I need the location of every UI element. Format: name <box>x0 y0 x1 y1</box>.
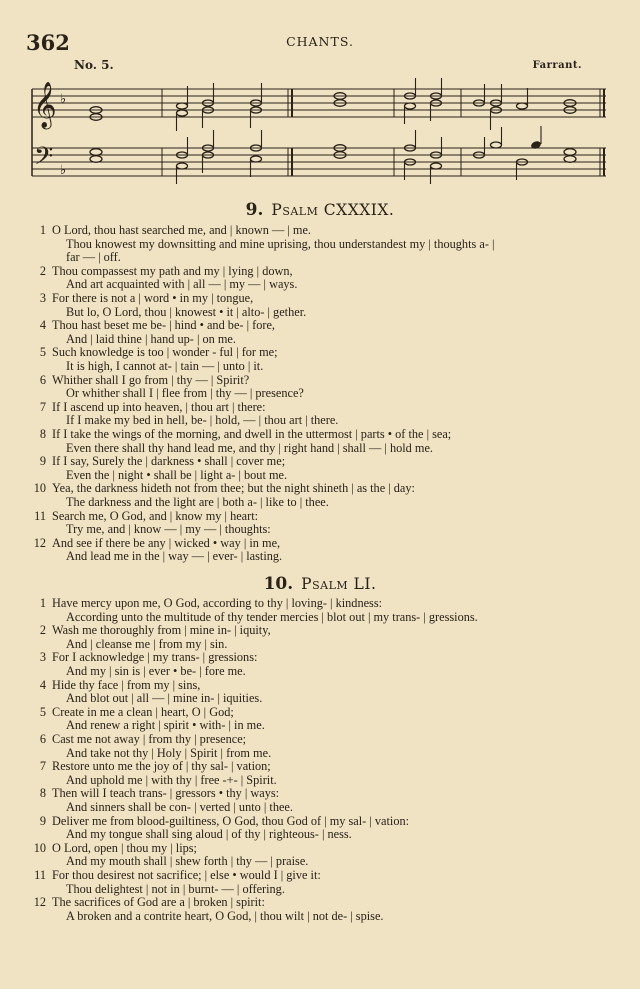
psalm-number: 10. <box>263 574 294 594</box>
verse-number: 8 <box>39 786 46 801</box>
psalm-title: Psalm LI. <box>301 575 377 593</box>
music-score <box>24 76 616 194</box>
verse-text: For thou desirest not sacrifice; | else • would I | give it: <box>52 868 321 882</box>
chant-number: No. 5. <box>74 58 114 72</box>
verse-text: And my | sin is | ever • be- | fore me. <box>66 664 246 678</box>
verse-number: 5 <box>39 704 46 719</box>
verse-text: Thou knowest my downsitting and mine uprising, thou understandest my | thoughts a- | <box>66 236 495 251</box>
verse-text: And uphold me | with thy | free -+- | Spirit. <box>66 772 277 787</box>
verse-text: For I acknowledge | my trans- | gressions: <box>52 650 258 665</box>
verse-text: Wash me thoroughly from | mine in- | iquity, <box>52 623 271 638</box>
verse-text: Yea, the darkness hideth not from thee; but the night shineth | as the | day: <box>52 481 415 496</box>
verse-number: 8 <box>39 427 46 441</box>
verse-text: And renew a right | spirit • with- | in me. <box>66 718 265 733</box>
verse-text: If I ascend up into heaven, | thou art | there: <box>52 399 266 414</box>
flat-sign-icon: ♭ <box>60 163 67 178</box>
verse-number: 11 <box>34 868 46 882</box>
composer: Farrant. <box>532 60 582 71</box>
psalm-title: Psalm CXXXIX. <box>271 201 395 219</box>
bass-staff-lines <box>32 148 606 176</box>
verse-number: 9 <box>39 813 46 828</box>
verse-text: It is high, I cannot at- | tain — | unto | it. <box>66 359 264 373</box>
verse-number: 7 <box>39 759 46 774</box>
verse-number: 2 <box>39 263 46 278</box>
verse-text: And see if there be any | wicked • way | in me, <box>52 535 281 550</box>
verse-text: And | cleanse me | from my | sin. <box>66 636 228 651</box>
psalm-heading <box>0 200 640 220</box>
verse-text: If I take the wings of the morning, and dwell in the uttermost | parts • of the | sea; <box>52 427 452 441</box>
verse-number: 7 <box>39 399 46 414</box>
verse-number: 3 <box>39 291 46 305</box>
verse-number: 9 <box>39 454 46 469</box>
verse-text: And my mouth shall | shew forth | thy — | praise. <box>66 854 309 869</box>
verse-text: Search me, O God, and | know my | heart: <box>52 508 259 523</box>
bar-lines <box>32 89 604 176</box>
verse-text: O Lord, thou hast searched me, and | known — | me. <box>52 223 311 237</box>
verse-number: 12 <box>33 535 46 550</box>
verse-text: Cast me not away | from thy | presence; <box>52 732 247 746</box>
verse-text: Even there shall thy hand lead me, and thy | right hand | shall — | hold me. <box>66 440 433 455</box>
verse-text: But lo, O Lord, thou | knowest • it | alto- | gether. <box>66 304 307 319</box>
verse-text: Try me, and | know — | my — | thoughts: <box>66 522 271 537</box>
verse-text: If I say, Surely the | darkness • shall | cover me; <box>52 454 286 469</box>
verse-text: And art acquainted with | all — | my — | ways. <box>66 277 298 292</box>
verse-text: Even the | night • shall be | light a- | bout me. <box>66 467 288 482</box>
verse-text: The sacrifices of God are a | broken | spirit: <box>52 895 265 910</box>
flat-sign-icon: ♭ <box>60 92 67 107</box>
verse-text: Or whither shall I | flee from | thy — | presence? <box>66 386 304 401</box>
verse-text: Then will I teach trans- | gressors • thy | ways: <box>52 786 280 801</box>
note-stems <box>177 78 528 184</box>
bass-clef-icon: 𝄢 <box>34 142 54 177</box>
verse-number: 10 <box>33 840 46 855</box>
verse-text: A broken and a contrite heart, O God, | thou wilt | not de- | spise. <box>66 908 384 923</box>
verse-text: Thou delightest | not in | burnt- — | offering. <box>66 881 285 896</box>
verse-text: Create in me a clean | heart, O | God; <box>52 704 234 719</box>
running-head: CHANTS. <box>286 34 354 49</box>
verse-text: Hide thy face | from my | sins, <box>52 677 201 692</box>
verse-text: And | laid thine | hand up- | on me. <box>66 331 236 346</box>
verse-number: 4 <box>39 318 46 333</box>
verse-number: 6 <box>39 732 46 746</box>
verse-text: For there is not a | word • in my | tongue, <box>52 291 254 305</box>
verse-number: 3 <box>39 650 46 665</box>
verse-text: If I make my bed in hell, be- | hold, — | thou art | there. <box>66 413 339 428</box>
verse-text: Thou compassest my path and my | lying | down, <box>52 263 293 278</box>
verse-text: And take not thy | Holy | Spirit | from me. <box>66 745 272 760</box>
verse-text: Deliver me from blood-guiltiness, O God, thou God of | my sal- | vation: <box>52 813 410 828</box>
verse-number: 12 <box>33 895 46 910</box>
verse-number: 2 <box>39 623 46 638</box>
treble-notes <box>90 93 576 121</box>
verse-number: 6 <box>39 372 46 387</box>
verse-text: Such knowledge is too | wonder - ful | for me; <box>52 345 278 360</box>
verse-text: Have mercy upon me, O God, according to thy | loving- | kindness: <box>52 596 383 610</box>
page-number: 362 <box>26 30 70 55</box>
verse-text: And my tongue shall sing aloud | of thy | righteous- | ness. <box>66 827 352 842</box>
verse-text: And lead me in the | way — | ever- | lasting. <box>66 549 283 564</box>
verse-text: According unto the multitude of thy tender mercies | blot out | my trans- | gressions. <box>66 609 478 624</box>
treble-clef-icon: 𝄞 <box>33 82 57 128</box>
quarter-note <box>530 126 542 150</box>
verse-text: And blot out | all — | mine in- | iquities. <box>66 691 263 706</box>
psalm-number: 9. <box>245 200 264 220</box>
verse-number: 5 <box>39 345 46 360</box>
verse-text: O Lord, open | thou my | lips; <box>52 840 197 855</box>
verse-number: 1 <box>39 223 46 237</box>
verse-text: The darkness and the light are | both a- | like to | thee. <box>66 495 329 509</box>
verse-number: 10 <box>33 481 46 496</box>
verse-text: Whither shall I go from | thy — | Spirit? <box>52 372 250 387</box>
verse-text: Thou hast beset me be- | hind • and be- | fore, <box>52 318 275 333</box>
verse-text: Restore unto me the joy of | thy sal- | vation; <box>52 759 271 774</box>
verse-number: 4 <box>39 677 46 692</box>
verse-text: And sinners shall be con- | verted | unto | thee. <box>66 800 293 814</box>
verse-number: 1 <box>39 596 46 610</box>
verse-text: far — | off. <box>66 250 121 265</box>
verse-number: 11 <box>34 508 46 523</box>
psalm-heading <box>0 574 640 594</box>
